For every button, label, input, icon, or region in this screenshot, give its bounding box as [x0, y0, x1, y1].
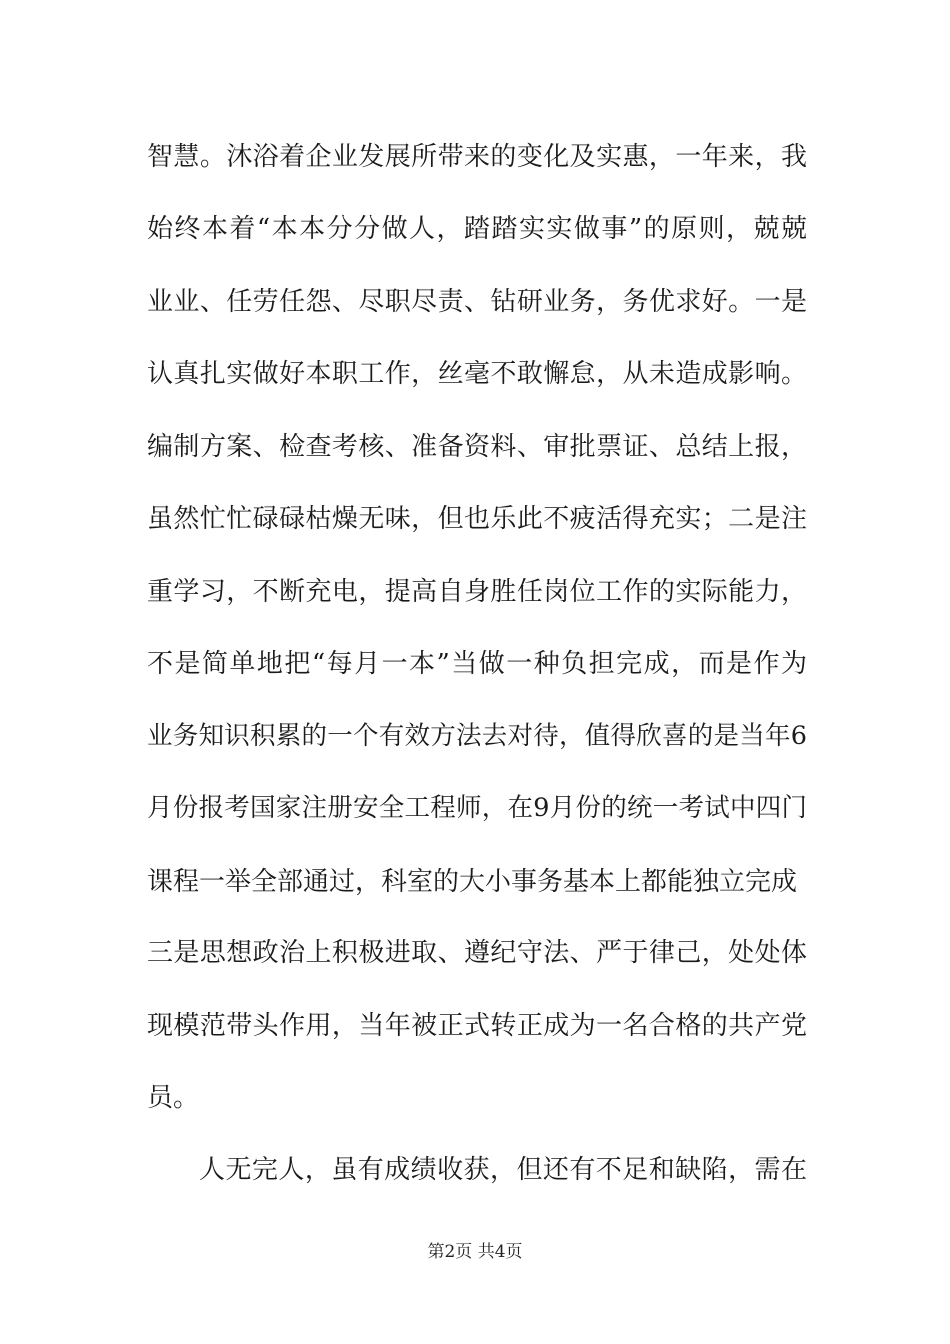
paragraph-line: 业务知识积累的一个有效方法去对待，值得欣喜的是当年6: [147, 721, 807, 751]
paragraph-line: 月份报考国家注册安全工程师，在9月份的统一考试中四门: [147, 793, 807, 823]
paragraph-first-line: 人无完人，虽有成绩收获，但还有不足和缺陷，需在: [199, 1155, 807, 1185]
paragraph-line: 现模范带头作用，当年被正式转正成为一名合格的共产党: [147, 1011, 807, 1041]
paragraph-line: 虽然忙忙碌碌枯燥无味，但也乐此不疲活得充实；二是注: [147, 504, 807, 534]
paragraph-line: 课程一举全部通过，科室的大小事务基本上都能独立完成: [147, 867, 798, 897]
paragraph-line: 不是简单地把“每月一本”当做一种负担完成，而是作为: [147, 649, 807, 679]
paragraph-line: 重学习，不断充电，提高自身胜任岗位工作的实际能力，: [147, 577, 807, 607]
paragraph-line: 编制方案、检查考核、准备资料、审批票证、总结上报，: [147, 432, 807, 462]
page-number-footer: 第2页 共4页: [427, 1242, 523, 1262]
paragraph-line: 智慧。沐浴着企业发展所带来的变化及实惠，一年来，我: [147, 142, 807, 172]
paragraph-line: 三是思想政治上积极进取、遵纪守法、严于律己，处处体: [147, 938, 807, 968]
paragraph-end-line: 员。: [147, 1083, 200, 1113]
paragraph-line: 始终本着“本本分分做人，踏踏实实做事”的原则，兢兢: [147, 214, 807, 244]
paragraph-line: 认真扎实做好本职工作，丝毫不敢懈怠，从未造成影响。: [147, 359, 807, 389]
paragraph-line: 业业、任劳任怨、尽职尽责、钻研业务，务优求好。一是: [147, 287, 807, 317]
